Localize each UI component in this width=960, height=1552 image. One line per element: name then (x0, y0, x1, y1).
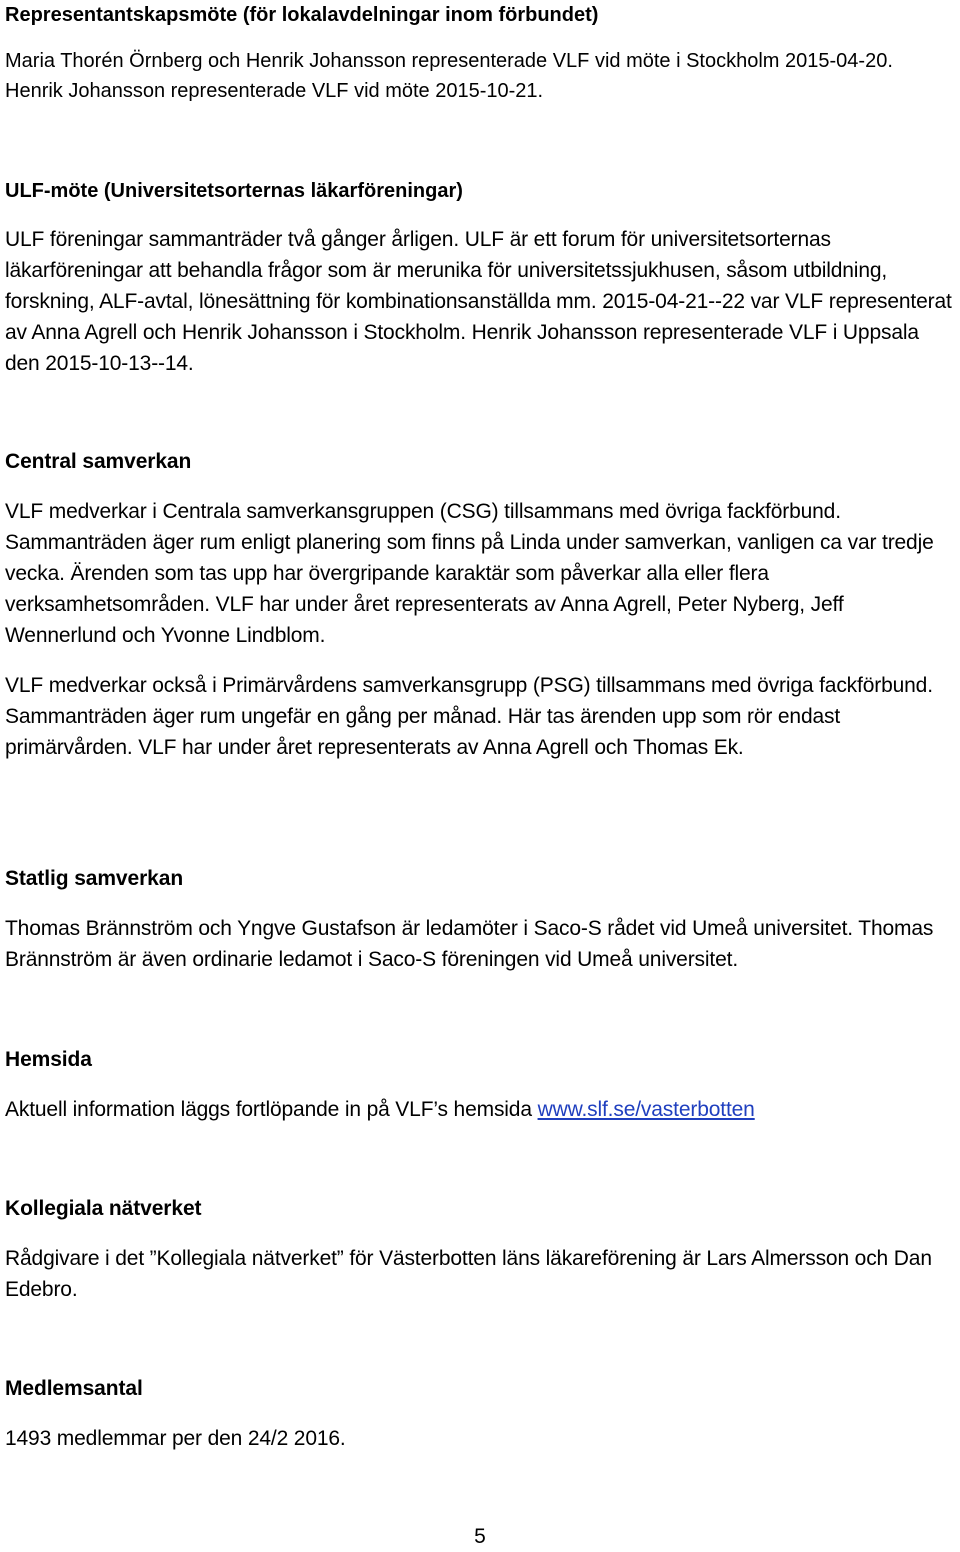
section-hemsida (5, 1045, 955, 1125)
paragraph-statlig: Thomas Brännström och Yngve Gustafson är ledamöter i Saco-S rådet vid Umeå universitet. Thomas Brännström är även ordinarie ledamot i Saco-S föreningen vid Umeå universitet. (5, 917, 934, 971)
heading-representantskap: Representantskapsmöte (för lokalavdelningar inom förbundet) (5, 4, 599, 26)
hemsida-link[interactable]: www.slf.se/vasterbotten (537, 1098, 755, 1121)
hemsida-text: Aktuell information läggs fortlöpande in på VLF’s hemsida (5, 1098, 538, 1121)
heading-central: Central samverkan (5, 450, 192, 473)
paragraph-kollegiala: Rådgivare i det ”Kollegiala nätverket” för Västerbotten läns läkareförening är Lars Almersson och Dan Edebro. (5, 1247, 932, 1301)
paragraph-central-1: VLF medverkar i Centrala samverkansgruppen (CSG) tillsammans med övriga fackförbund. Sammanträden äger rum enligt planering som finns på Linda under samverkan, vanligen ca var tredje vecka. Ärenden som tas upp har övergripande karaktär som påverkar alla eller flera verksamhetsområden. VLF har under året representerats av Anna Agrell, Peter Nyberg, Jeff Wennerlund och Yvonne Lindblom. (5, 500, 934, 647)
heading-hemsida: Hemsida (5, 1048, 92, 1071)
paragraph-ulf: ULF föreningar sammanträder två gånger årligen. ULF är ett forum för universitetsorternas läkarföreningar att behandla frågor som är merunika för universitetssjukhusen, såsom utbildning, forskning, ALF-avtal, lönesättning för kombinationsanställda mm. 2015-04-21--22 var VLF representerat av Anna Agrell och Henrik Johansson i Stockholm. Henrik Johansson representerade VLF i Uppsala den 2015-10-13--14. (5, 228, 952, 375)
section-medlemsantal (5, 1374, 955, 1454)
section-kollegiala (5, 1194, 955, 1305)
paragraph-medlemsantal: 1493 medlemmar per den 24/2 2016. (5, 1427, 346, 1450)
paragraph-hemsida (5, 1094, 955, 1125)
paragraph-central-2: VLF medverkar också i Primärvårdens samverkansgrupp (PSG) tillsammans med övriga fackförbund. Sammanträden äger rum ungefär en gång per månad. Här tas ärenden upp som rör endast primärvården. VLF har under året representerats av Anna Agrell och Thomas Ek. (5, 674, 933, 759)
paragraph-representantskap: Maria Thorén Örnberg och Henrik Johansson representerade VLF vid möte i Stockholm 2015-04-20. Henrik Johansson representerade VLF vid möte 2015-10-21. (5, 50, 893, 102)
heading-ulf: ULF-möte (Universitetsorternas läkarföreningar) (5, 180, 463, 202)
heading-kollegiala: Kollegiala nätverket (5, 1197, 202, 1220)
heading-statlig: Statlig samverkan (5, 867, 184, 890)
section-representantskap (5, 0, 955, 106)
page-number: 5 (474, 1525, 486, 1548)
section-central (5, 447, 955, 763)
heading-medlemsantal: Medlemsantal (5, 1377, 143, 1400)
section-ulf (5, 176, 955, 379)
section-statlig (5, 864, 955, 975)
